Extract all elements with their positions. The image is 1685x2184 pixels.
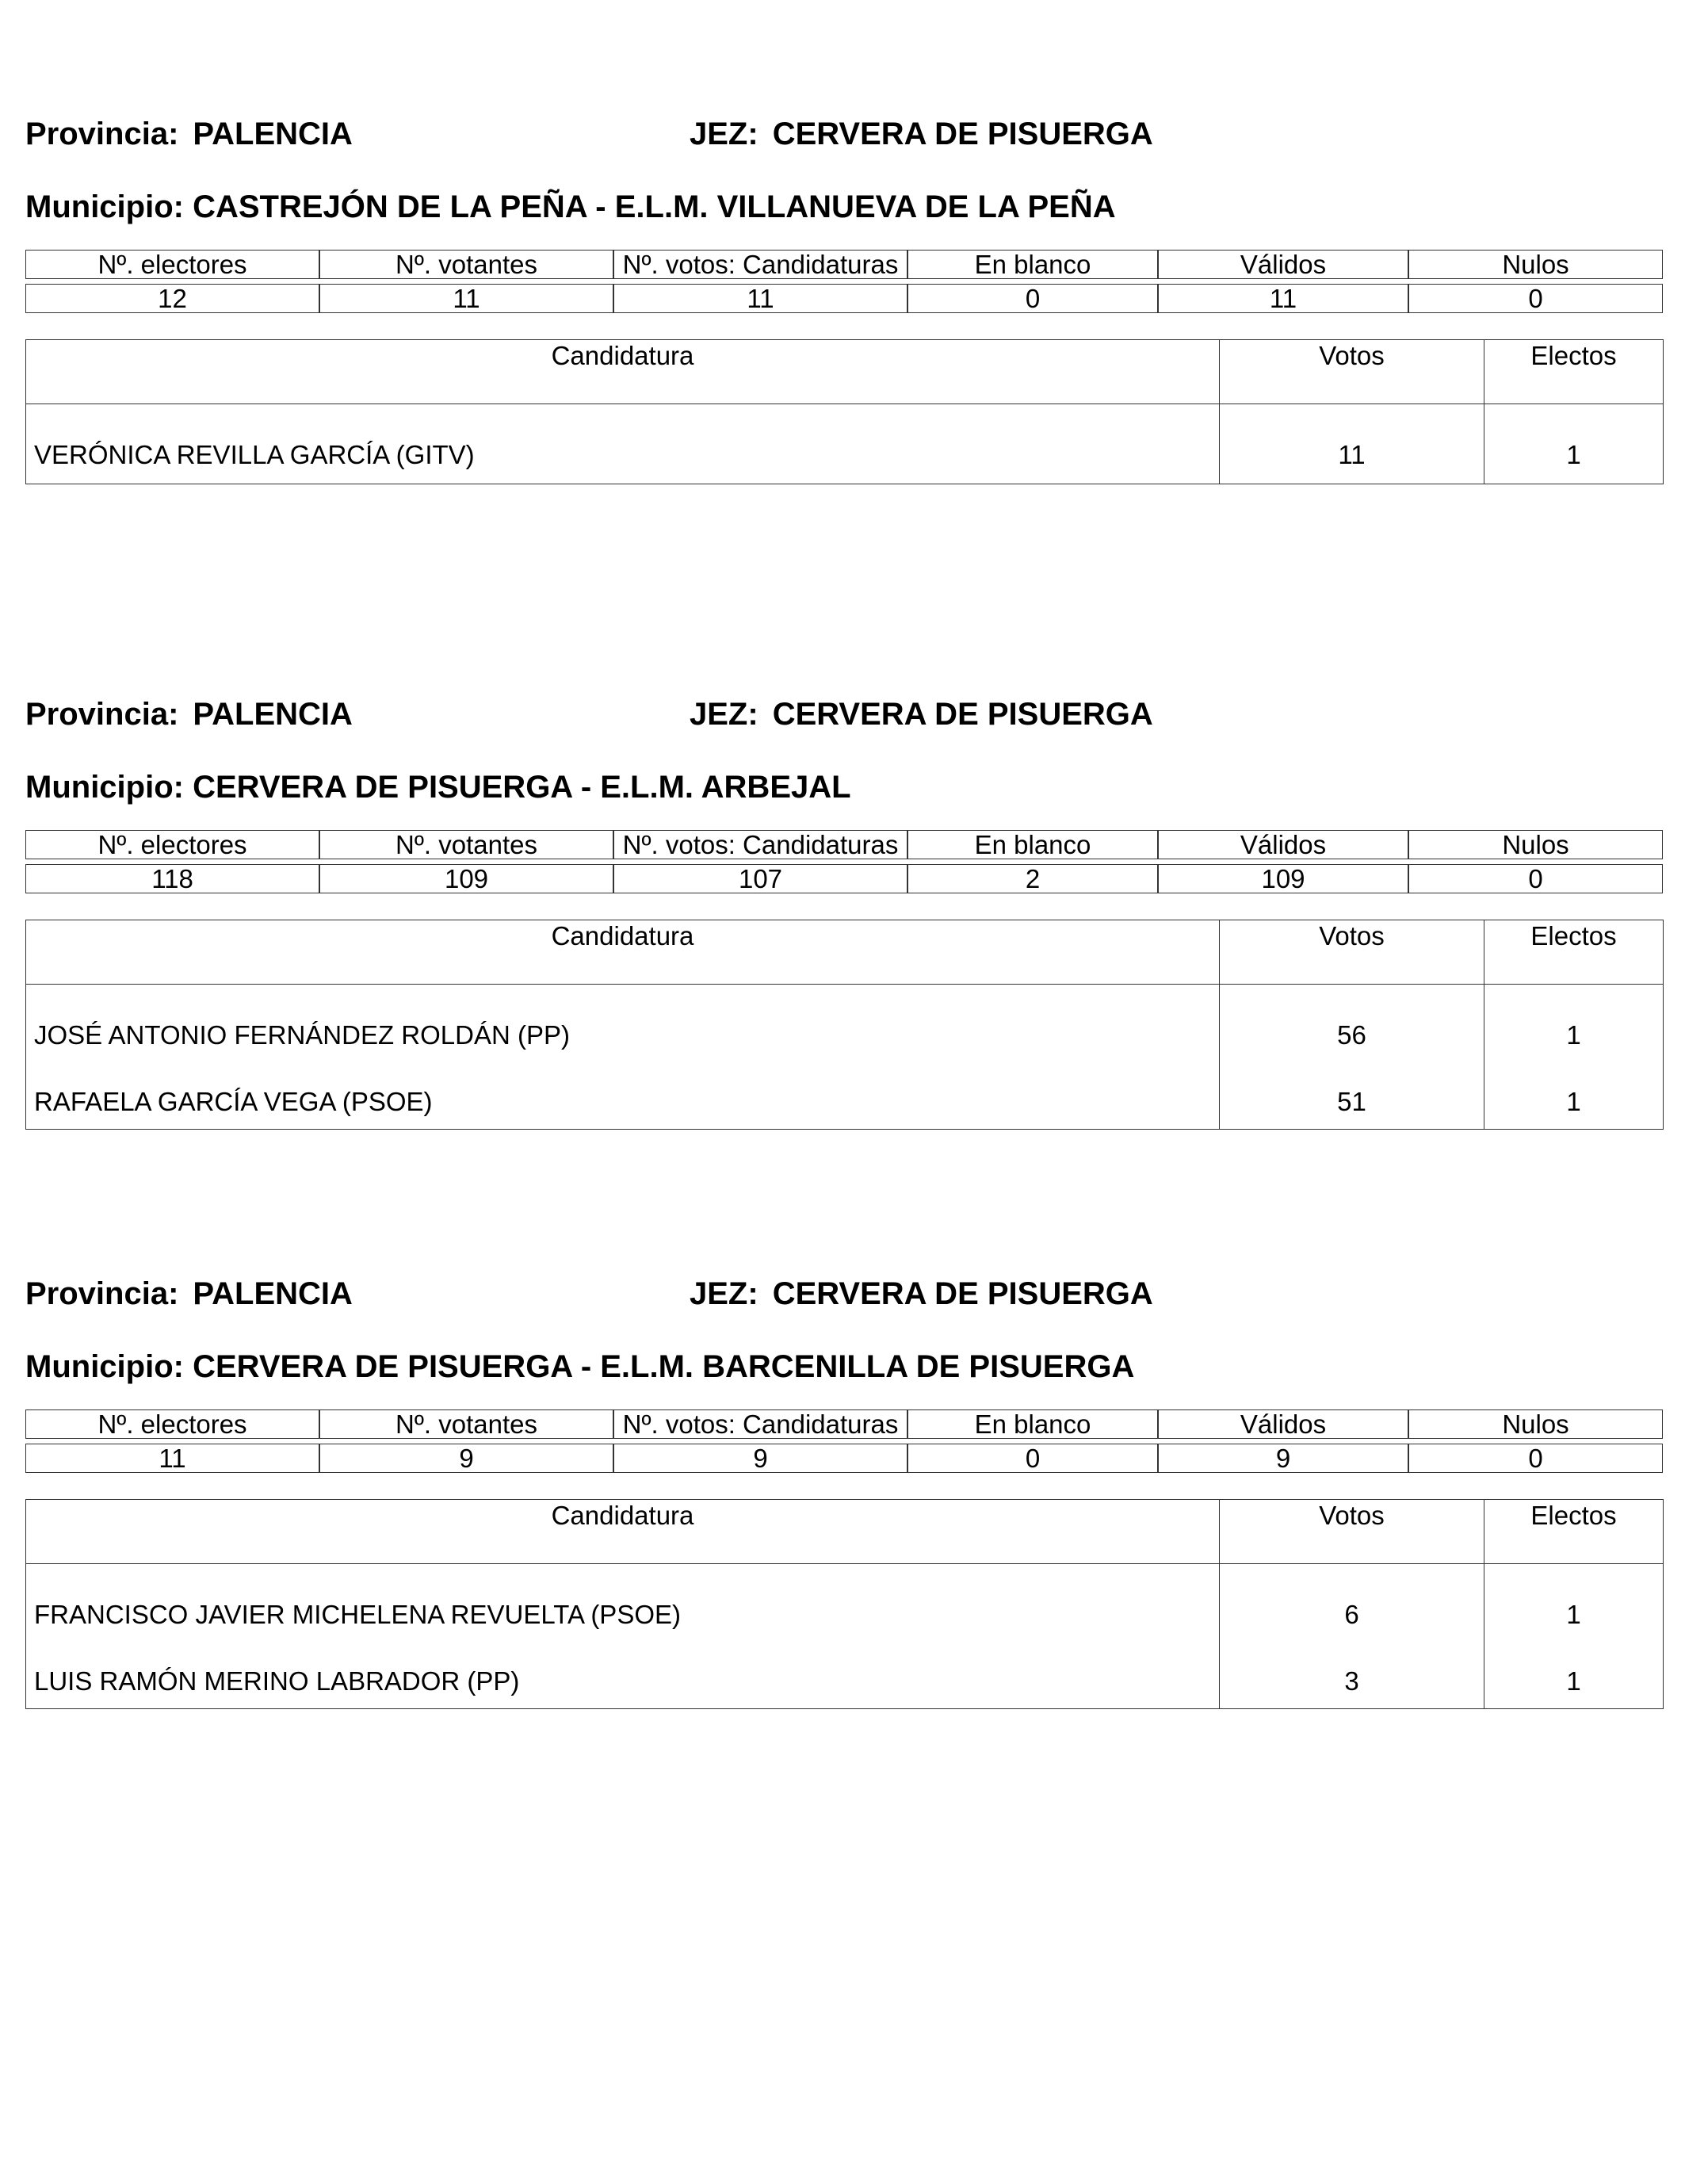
jez-label: JEZ: <box>690 1276 758 1311</box>
municipio-value: CERVERA DE PISUERGA - E.L.M. ARBEJAL <box>193 770 851 805</box>
jez-value: CERVERA DE PISUERGA <box>772 1276 1153 1311</box>
stats-table <box>25 830 1663 893</box>
stats-value-nulos: 0 <box>1408 1444 1663 1473</box>
provincia-line <box>25 695 353 733</box>
cand-header-electos: Electos <box>1484 1500 1664 1564</box>
municipio-value: CASTREJÓN DE LA PEÑA - E.L.M. VILLANUEVA DE LA PEÑA <box>193 189 1116 224</box>
candidate-votos: 56 <box>1220 985 1484 1065</box>
cand-header-votos: Votos <box>1220 1500 1484 1564</box>
candidate-votos: 3 <box>1220 1643 1484 1709</box>
stats-value-en-blanco: 0 <box>907 1444 1158 1473</box>
candidate-electos: 1 <box>1484 1643 1664 1709</box>
municipio-label: Municipio: <box>25 770 184 805</box>
candidate-name: JOSÉ ANTONIO FERNÁNDEZ ROLDÁN (PP) <box>26 985 1220 1065</box>
stats-value-en-blanco: 2 <box>907 864 1158 893</box>
municipio-line <box>25 768 851 806</box>
jez-line <box>690 1275 1153 1313</box>
stats-header-en-blanco: En blanco <box>907 1409 1158 1439</box>
municipio-line <box>25 1348 1134 1386</box>
candidate-votos: 51 <box>1220 1064 1484 1130</box>
candidate-row <box>26 985 1664 1065</box>
stats-value-validos: 109 <box>1158 864 1408 893</box>
provincia-line <box>25 1275 353 1313</box>
provincia-label: Provincia: <box>25 697 179 732</box>
stats-header-votos-candidaturas: Nº. votos: Candidaturas <box>613 250 907 279</box>
provincia-line <box>25 115 353 153</box>
municipio-label: Municipio: <box>25 1349 184 1384</box>
candidate-electos: 1 <box>1484 1064 1664 1130</box>
candidate-row <box>26 1064 1664 1130</box>
stats-value-votantes: 9 <box>319 1444 613 1473</box>
candidate-electos: 1 <box>1484 1564 1664 1644</box>
stats-header-validos: Válidos <box>1158 250 1408 279</box>
stats-header-en-blanco: En blanco <box>907 830 1158 859</box>
stats-value-nulos: 0 <box>1408 864 1663 893</box>
stats-header-validos: Válidos <box>1158 1409 1408 1439</box>
provincia-label: Provincia: <box>25 117 179 151</box>
stats-header-nulos: Nulos <box>1408 830 1663 859</box>
stats-value-votos-candidaturas: 11 <box>613 284 907 313</box>
candidate-name: RAFAELA GARCÍA VEGA (PSOE) <box>26 1064 1220 1130</box>
candidate-name: LUIS RAMÓN MERINO LABRADOR (PP) <box>26 1643 1220 1709</box>
jez-value: CERVERA DE PISUERGA <box>772 697 1153 732</box>
jez-label: JEZ: <box>690 117 758 151</box>
candidates-table <box>25 1499 1664 1709</box>
stats-header-votos-candidaturas: Nº. votos: Candidaturas <box>613 1409 907 1439</box>
jez-line <box>690 695 1153 733</box>
candidates-table <box>25 920 1664 1130</box>
municipio-value: CERVERA DE PISUERGA - E.L.M. BARCENILLA DE PISUERGA <box>193 1349 1135 1384</box>
cand-header-votos: Votos <box>1220 340 1484 404</box>
stats-value-nulos: 0 <box>1408 284 1663 313</box>
stats-value-votos-candidaturas: 9 <box>613 1444 907 1473</box>
stats-value-votos-candidaturas: 107 <box>613 864 907 893</box>
stats-value-electores: 11 <box>25 1444 319 1473</box>
cand-header-electos: Electos <box>1484 340 1664 404</box>
stats-header-votantes: Nº. votantes <box>319 1409 613 1439</box>
candidate-votos: 6 <box>1220 1564 1484 1644</box>
stats-value-validos: 9 <box>1158 1444 1408 1473</box>
stats-header-votos-candidaturas: Nº. votos: Candidaturas <box>613 830 907 859</box>
candidate-name: FRANCISCO JAVIER MICHELENA REVUELTA (PSOE) <box>26 1564 1220 1644</box>
stats-value-validos: 11 <box>1158 284 1408 313</box>
candidate-row <box>26 1643 1664 1709</box>
stats-header-validos: Válidos <box>1158 830 1408 859</box>
cand-header-candidatura: Candidatura <box>26 920 1220 985</box>
stats-header-nulos: Nulos <box>1408 1409 1663 1439</box>
cand-header-votos: Votos <box>1220 920 1484 985</box>
stats-header-votantes: Nº. votantes <box>319 250 613 279</box>
candidate-name: VERÓNICA REVILLA GARCÍA (GITV) <box>26 404 1220 484</box>
candidate-electos: 1 <box>1484 404 1664 484</box>
cand-header-candidatura: Candidatura <box>26 340 1220 404</box>
cand-header-electos: Electos <box>1484 920 1664 985</box>
municipio-line <box>25 188 1116 226</box>
provincia-label: Provincia: <box>25 1276 179 1311</box>
candidate-row <box>26 404 1664 484</box>
stats-header-nulos: Nulos <box>1408 250 1663 279</box>
stats-value-electores: 118 <box>25 864 319 893</box>
stats-header-electores: Nº. electores <box>25 830 319 859</box>
candidate-electos: 1 <box>1484 985 1664 1065</box>
stats-table <box>25 1409 1663 1473</box>
provincia-value: PALENCIA <box>193 117 353 151</box>
municipio-label: Municipio: <box>25 189 184 224</box>
provincia-value: PALENCIA <box>193 697 353 732</box>
candidate-votos: 11 <box>1220 404 1484 484</box>
jez-line <box>690 115 1153 153</box>
stats-value-votantes: 11 <box>319 284 613 313</box>
cand-header-candidatura: Candidatura <box>26 1500 1220 1564</box>
stats-value-electores: 12 <box>25 284 319 313</box>
stats-header-electores: Nº. electores <box>25 250 319 279</box>
candidates-table <box>25 339 1664 484</box>
provincia-value: PALENCIA <box>193 1276 353 1311</box>
candidate-row <box>26 1564 1664 1644</box>
jez-label: JEZ: <box>690 697 758 732</box>
stats-header-en-blanco: En blanco <box>907 250 1158 279</box>
stats-header-votantes: Nº. votantes <box>319 830 613 859</box>
stats-value-en-blanco: 0 <box>907 284 1158 313</box>
jez-value: CERVERA DE PISUERGA <box>772 117 1153 151</box>
stats-header-electores: Nº. electores <box>25 1409 319 1439</box>
stats-table <box>25 250 1663 313</box>
stats-value-votantes: 109 <box>319 864 613 893</box>
